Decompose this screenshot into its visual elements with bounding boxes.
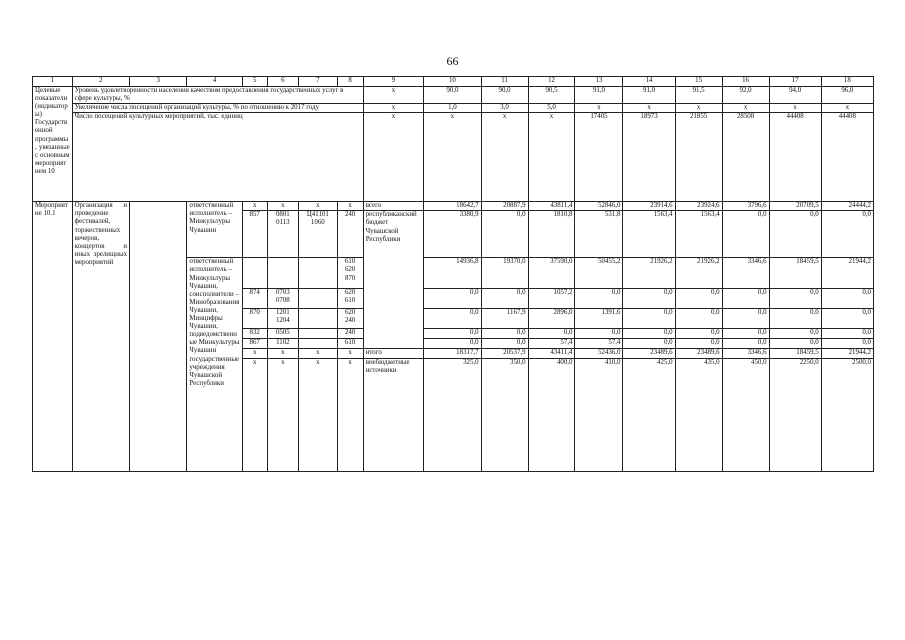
table-cell: 870 xyxy=(242,309,267,329)
amount-value: 43811,4 xyxy=(528,202,575,211)
table-cell: x xyxy=(299,359,338,472)
amount-value: 24444,2 xyxy=(821,202,873,211)
indicator-value: 44408 xyxy=(769,113,821,202)
amount-value: 21926,2 xyxy=(675,258,722,289)
amount-value: 23489,6 xyxy=(623,349,675,359)
amount-value: 0,0 xyxy=(722,211,769,258)
column-header: 15 xyxy=(675,77,722,87)
amount-value: 2896,0 xyxy=(528,309,575,329)
event-name: Организация и проведение фестивалей, торжественных вечеров, концертов и иных зрелищных мероприятий xyxy=(72,202,129,472)
table-cell: Ц41101 1060 xyxy=(299,211,338,258)
table-cell: 0505 xyxy=(267,329,298,339)
table-cell: 832 xyxy=(242,329,267,339)
amount-value: 18317,7 xyxy=(424,349,481,359)
amount-value: 0,0 xyxy=(575,289,623,309)
amount-value: 0,0 xyxy=(424,289,481,309)
indicator-value: x xyxy=(575,104,623,113)
indicator-name: Число посещений культурных мероприятий, тыс. единиц xyxy=(72,113,363,202)
amount-value: 23914,6 xyxy=(623,202,675,211)
table-cell: 1201 1204 xyxy=(267,309,298,329)
table-cell xyxy=(299,258,338,289)
indicator-value: 28508 xyxy=(722,113,769,202)
amount-value: 23924,6 xyxy=(675,202,722,211)
budget-table xyxy=(32,76,874,472)
amount-value: 0,0 xyxy=(481,289,528,309)
indicator-value: 1,0 xyxy=(424,104,481,113)
amount-value: 19370,0 xyxy=(481,258,528,289)
responsible-executor: ответственный исполнитель – Минкультуры Чувашии xyxy=(187,202,242,258)
amount-value: 3346,6 xyxy=(722,258,769,289)
amount-value: 0,0 xyxy=(769,339,821,349)
amount-value: 1167,9 xyxy=(481,309,528,329)
source-label: всего xyxy=(363,202,424,211)
amount-value: 20709,5 xyxy=(769,202,821,211)
indicator-value: 21855 xyxy=(675,113,722,202)
amount-value: 43411,4 xyxy=(528,349,575,359)
amount-value: 1563,4 xyxy=(623,211,675,258)
column-header: 7 xyxy=(299,77,338,87)
amount-value: 0,0 xyxy=(769,309,821,329)
indicator-value: 92,0 xyxy=(722,87,769,104)
indicator-value: 90,5 xyxy=(528,87,575,104)
amount-value: 0,0 xyxy=(769,289,821,309)
amount-value: 14936,8 xyxy=(424,258,481,289)
amount-value: 0,0 xyxy=(424,339,481,349)
table-cell: x xyxy=(299,349,338,359)
amount-value: 0,0 xyxy=(821,309,873,329)
amount-value: 0,0 xyxy=(821,211,873,258)
amount-value: 0,0 xyxy=(481,211,528,258)
amount-value: 0,0 xyxy=(481,329,528,339)
amount-value: 57,4 xyxy=(528,339,575,349)
table-cell: x xyxy=(363,104,424,113)
column-header: 14 xyxy=(623,77,675,87)
amount-value: 0,0 xyxy=(424,309,481,329)
amount-value: 0,0 xyxy=(675,339,722,349)
amount-value: 2500,0 xyxy=(821,359,873,472)
amount-value: 0,0 xyxy=(675,309,722,329)
amount-value: 3380,9 xyxy=(424,211,481,258)
amount-value: 400,0 xyxy=(528,359,575,472)
table-cell: 0801 0113 xyxy=(267,211,298,258)
column-header: 13 xyxy=(575,77,623,87)
table-cell: 610 620 870 xyxy=(337,258,363,289)
indicator-value: x xyxy=(769,104,821,113)
empty-cell xyxy=(130,202,187,472)
indicator-value: 3,0 xyxy=(481,104,528,113)
column-header: 11 xyxy=(481,77,528,87)
table-cell: 240 xyxy=(337,329,363,339)
amount-value: 0,0 xyxy=(722,339,769,349)
amount-value: 20887,9 xyxy=(481,202,528,211)
amount-value: 410,0 xyxy=(575,359,623,472)
table-cell: x xyxy=(337,202,363,211)
amount-value: 0,0 xyxy=(623,329,675,339)
table-cell: x xyxy=(242,349,267,359)
table-cell: x xyxy=(363,87,424,104)
targets-label: Целевые показатели (индикаторы) Государственной программы, увязанные с основным мероприятием 10 xyxy=(33,87,73,202)
amount-value: 325,0 xyxy=(424,359,481,472)
indicator-value: 17405 xyxy=(575,113,623,202)
column-header: 6 xyxy=(267,77,298,87)
amount-value: 1057,2 xyxy=(528,289,575,309)
page-number: 66 xyxy=(446,54,459,68)
table-cell: x xyxy=(363,113,424,202)
table-cell: x xyxy=(242,359,267,472)
amount-value: 1810,8 xyxy=(528,211,575,258)
amount-value: 350,0 xyxy=(481,359,528,472)
table-cell: x xyxy=(299,202,338,211)
table-cell: x xyxy=(267,202,298,211)
indicator-value: 96,0 xyxy=(821,87,873,104)
amount-value: 3346,6 xyxy=(722,349,769,359)
table-cell: x xyxy=(242,202,267,211)
indicator-value: x xyxy=(675,104,722,113)
responsible-executors: ответственный исполнитель – Минкультуры Чувашии, соисполнители – Минобразования Чувашии, Минцифры Чувашии, подведомственные Минкультуры Чувашии государственные учреждения Чувашской Республики xyxy=(187,258,242,472)
indicator-value: 91,0 xyxy=(623,87,675,104)
column-header: 16 xyxy=(722,77,769,87)
amount-value: 21926,2 xyxy=(623,258,675,289)
column-header: 2 xyxy=(72,77,129,87)
indicator-value: 91,5 xyxy=(675,87,722,104)
column-header: 8 xyxy=(337,77,363,87)
table-cell: x xyxy=(337,359,363,472)
amount-value: 0,0 xyxy=(722,329,769,339)
amount-value: 21944,2 xyxy=(821,258,873,289)
amount-value: 0,0 xyxy=(575,329,623,339)
indicator-value: x xyxy=(722,104,769,113)
amount-value: 0,0 xyxy=(821,339,873,349)
indicator-value: 18973 xyxy=(623,113,675,202)
target-row xyxy=(33,104,874,113)
table-cell: 240 xyxy=(337,211,363,258)
table-cell xyxy=(299,329,338,339)
source-label: итого xyxy=(363,349,424,359)
amount-value: 0,0 xyxy=(481,339,528,349)
column-header: 18 xyxy=(821,77,873,87)
indicator-value: 5,0 xyxy=(528,104,575,113)
table-cell: x xyxy=(267,359,298,472)
amount-value: 435,0 xyxy=(675,359,722,472)
source-label: внебюджетные источники xyxy=(363,359,424,472)
table-cell: 0703 0708 xyxy=(267,289,298,309)
table-cell xyxy=(299,339,338,349)
amount-value: 20537,9 xyxy=(481,349,528,359)
target-row xyxy=(33,113,874,202)
amount-value: 0,0 xyxy=(528,329,575,339)
target-row xyxy=(33,87,874,104)
table-cell xyxy=(299,309,338,329)
indicator-value: x xyxy=(481,113,528,202)
amount-value: 37590,0 xyxy=(528,258,575,289)
column-header: 5 xyxy=(242,77,267,87)
column-header: 3 xyxy=(130,77,187,87)
amount-value: 531,8 xyxy=(575,211,623,258)
indicator-value: x xyxy=(528,113,575,202)
indicator-value: 94,0 xyxy=(769,87,821,104)
table-cell: 620 240 xyxy=(337,309,363,329)
column-header: 9 xyxy=(363,77,424,87)
amount-value: 52846,0 xyxy=(575,202,623,211)
amount-value: 0,0 xyxy=(722,309,769,329)
amount-value: 18459,5 xyxy=(769,349,821,359)
amount-value: 0,0 xyxy=(769,211,821,258)
indicator-value: 90,0 xyxy=(424,87,481,104)
amount-value: 0,0 xyxy=(623,289,675,309)
table-cell: 620 610 xyxy=(337,289,363,309)
source-label: республиканский бюджет Чувашской Республики xyxy=(363,211,424,349)
amount-value: 52436,0 xyxy=(575,349,623,359)
table-cell xyxy=(267,258,298,289)
event-label: Мероприятие 10.1 xyxy=(33,202,73,472)
table-cell: 857 xyxy=(242,211,267,258)
indicator-value: x xyxy=(821,104,873,113)
amount-value: 23489,6 xyxy=(675,349,722,359)
table-cell: x xyxy=(267,349,298,359)
amount-value: 21944,2 xyxy=(821,349,873,359)
indicator-name: Увеличение числа посещений организаций культуры, % по отношению к 2017 году xyxy=(72,104,363,113)
amount-value: 0,0 xyxy=(623,339,675,349)
indicator-value: 91,0 xyxy=(575,87,623,104)
amount-value: 18642,7 xyxy=(424,202,481,211)
amount-value: 425,0 xyxy=(623,359,675,472)
amount-value: 50455,2 xyxy=(575,258,623,289)
amount-value: 0,0 xyxy=(675,289,722,309)
amount-value: 57,4 xyxy=(575,339,623,349)
amount-value: 18459,5 xyxy=(769,258,821,289)
table-cell: x xyxy=(337,349,363,359)
amount-value: 450,0 xyxy=(722,359,769,472)
amount-value: 3796,6 xyxy=(722,202,769,211)
event-row xyxy=(33,202,874,211)
amount-value: 1563,4 xyxy=(675,211,722,258)
amount-value: 0,0 xyxy=(424,329,481,339)
table-cell: 1102 xyxy=(267,339,298,349)
column-header: 1 xyxy=(33,77,73,87)
table-cell xyxy=(242,258,267,289)
indicator-value: x xyxy=(424,113,481,202)
amount-value: 0,0 xyxy=(769,329,821,339)
table-cell xyxy=(299,289,338,309)
amount-value: 2250,0 xyxy=(769,359,821,472)
indicator-name: Уровень удовлетворенности населения качеством предоставления государственных услуг в сфере культуры, % xyxy=(72,87,363,104)
indicator-value: 90,0 xyxy=(481,87,528,104)
table-cell: 874 xyxy=(242,289,267,309)
amount-value: 1391,6 xyxy=(575,309,623,329)
table-cell: 610 xyxy=(337,339,363,349)
column-header: 12 xyxy=(528,77,575,87)
column-header: 10 xyxy=(424,77,481,87)
amount-value: 0,0 xyxy=(675,329,722,339)
column-header: 17 xyxy=(769,77,821,87)
column-header: 4 xyxy=(187,77,242,87)
indicator-value: x xyxy=(623,104,675,113)
indicator-value: 44408 xyxy=(821,113,873,202)
amount-value: 0,0 xyxy=(821,329,873,339)
amount-value: 0,0 xyxy=(722,289,769,309)
table-cell: 867 xyxy=(242,339,267,349)
header-row xyxy=(33,77,874,87)
amount-value: 0,0 xyxy=(623,309,675,329)
amount-value: 0,0 xyxy=(821,289,873,309)
